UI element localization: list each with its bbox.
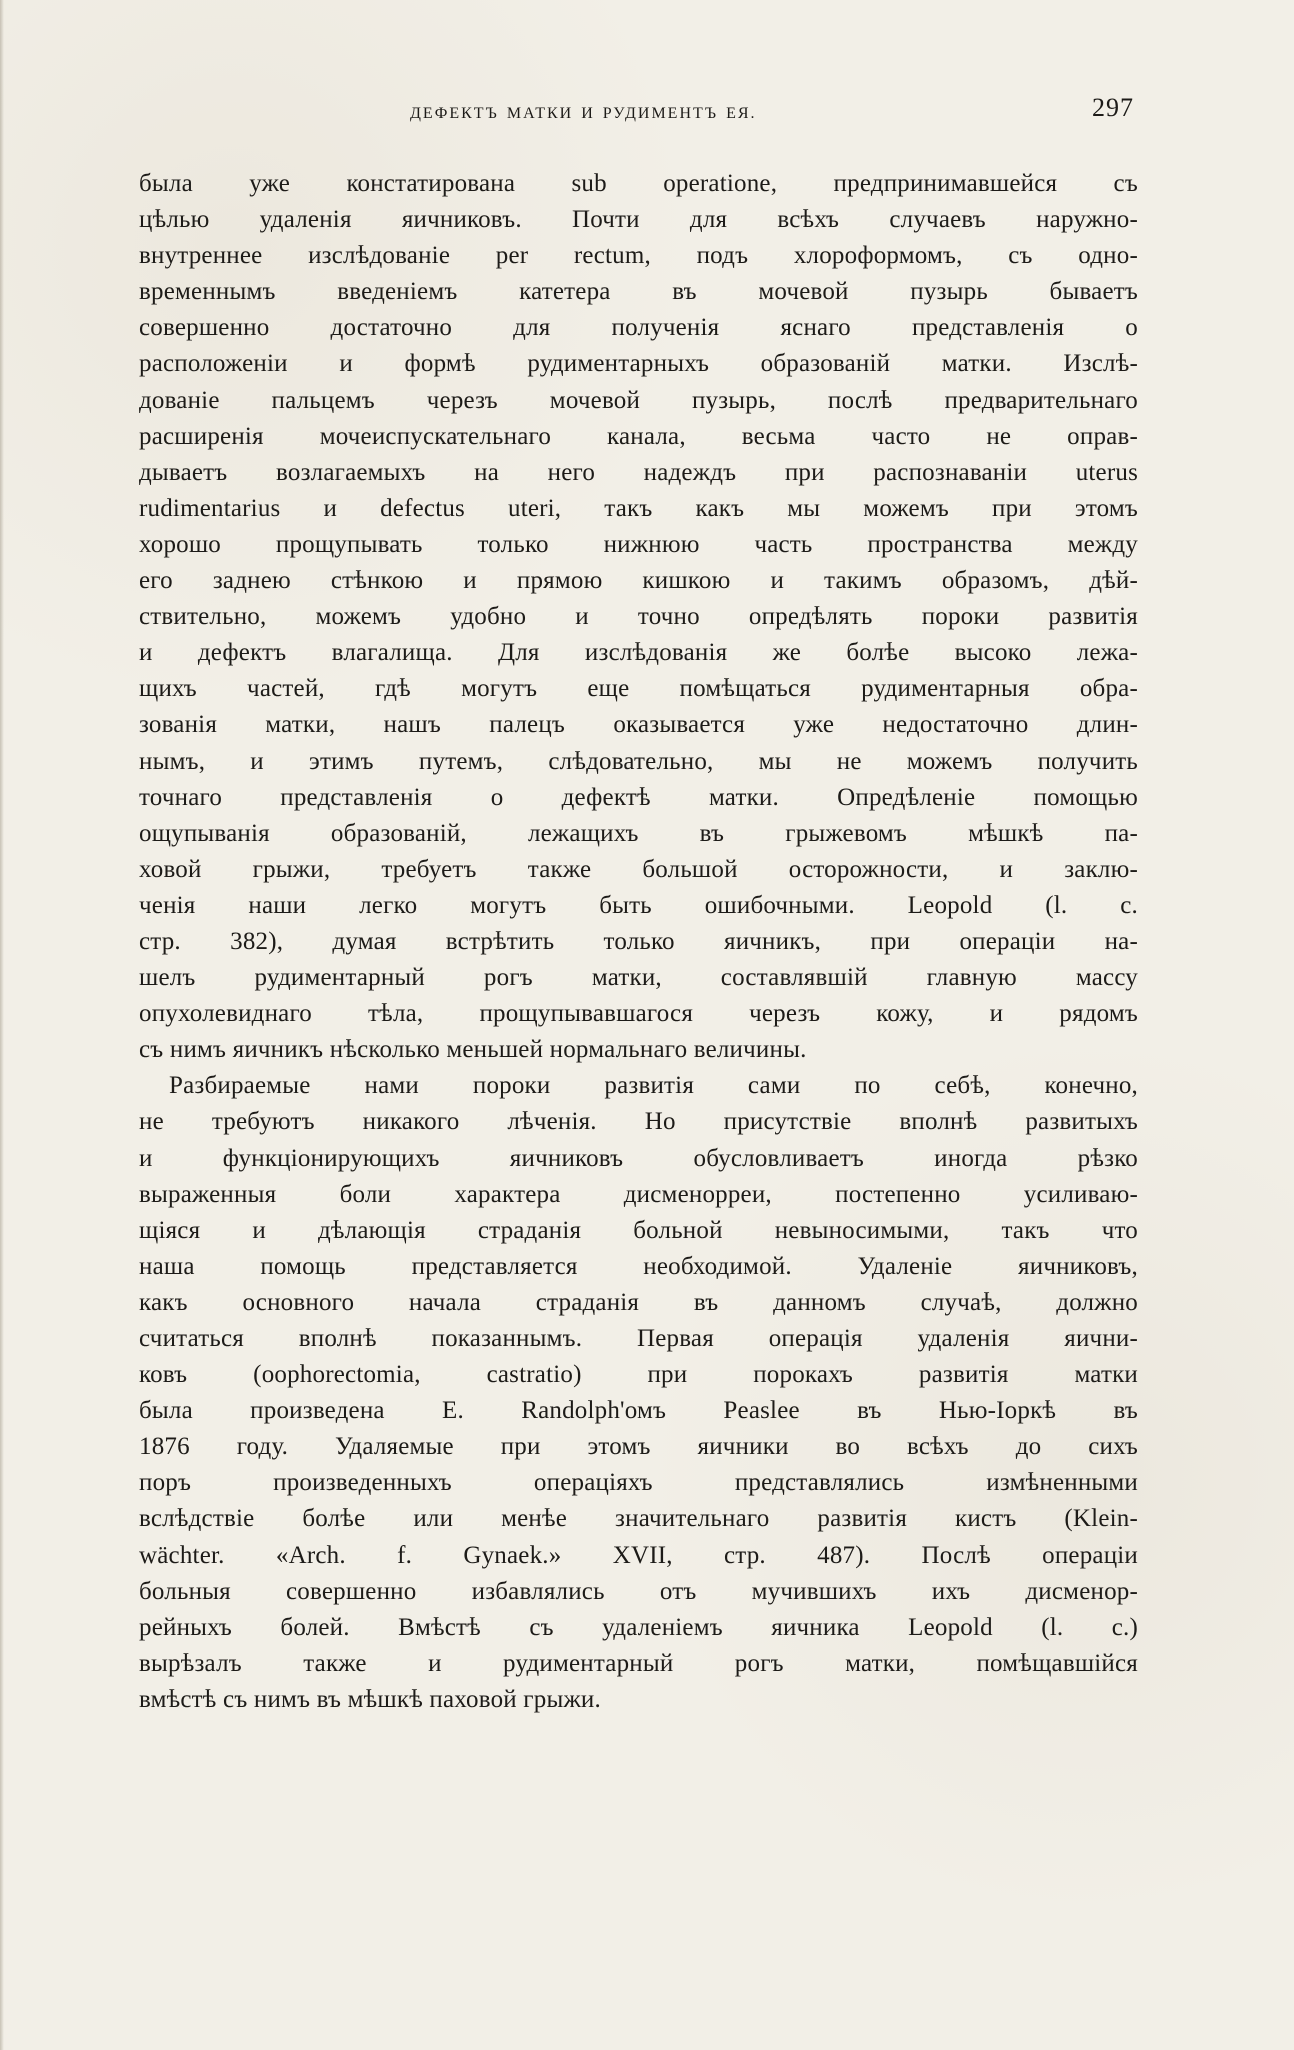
page-header bbox=[140, 93, 1140, 133]
text-line: и дефектъ влагалища. Для изслѣдованія же болѣе высоко лежа- bbox=[139, 639, 1138, 667]
text-line: совершенно достаточно для полученія яснаго представленія о bbox=[139, 314, 1138, 342]
paragraph-2 bbox=[139, 1068, 1138, 1718]
text-line: цѣлью удаленія яичниковъ. Почти для всѣхъ случаевъ наружно- bbox=[139, 206, 1138, 234]
text-line: наша помощь представляется необходимой. Удаленіе яичниковъ, bbox=[139, 1252, 1138, 1280]
text-line: зованія матки, нашъ палецъ оказывается уже недостаточно длин- bbox=[139, 711, 1138, 739]
text-line: расширенія мочеиспускательнаго канала, весьма часто не оправ- bbox=[139, 422, 1138, 450]
text-line: щихъ частей, гдѣ могутъ еще помѣщаться рудиментарныя обра- bbox=[139, 675, 1138, 703]
text-line: рейныхъ болей. Вмѣстѣ съ удаленіемъ яичника Leopold (l. c.) bbox=[139, 1613, 1138, 1641]
text-line: ствительно, можемъ удобно и точно опредѣлять пороки развитія bbox=[139, 603, 1138, 631]
page-edge-shadow bbox=[0, 0, 4, 2050]
text-line: ченія наши легко могутъ быть ошибочными. Leopold (l. c. bbox=[139, 891, 1138, 919]
text-line: Разбираемые нами пороки развитія сами по себѣ, конечно, bbox=[169, 1072, 1138, 1100]
text-line: дываетъ возлагаемыхъ на него надеждъ при распознаваніи uterus bbox=[139, 458, 1138, 486]
text-line: ковъ (oophorectomia, castratio) при порокахъ развитія матки bbox=[139, 1361, 1138, 1389]
text-line: wächter. «Arch. f. Gynaek.» XVII, стр. 487). Послѣ операціи bbox=[139, 1541, 1138, 1569]
text-line: внутреннее изслѣдованіе per rectum, подъ хлороформомъ, съ одно- bbox=[139, 242, 1138, 270]
text-line: шелъ рудиментарный рогъ матки, составлявшій главную массу bbox=[139, 964, 1138, 992]
text-line: какъ основного начала страданія въ данномъ случаѣ, должно bbox=[139, 1288, 1138, 1316]
text-line: ощупыванія образованій, лежащихъ въ грыжевомъ мѣшкѣ па- bbox=[139, 819, 1138, 847]
text-line: расположеніи и формѣ рудиментарныхъ образованій матки. Изслѣ- bbox=[139, 350, 1138, 378]
text-line: вырѣзалъ также и рудиментарный рогъ матки, помѣщавшійся bbox=[139, 1649, 1138, 1677]
page-number: 297 bbox=[1092, 93, 1134, 122]
text-line: стр. 382), думая встрѣтить только яичникъ, при операціи на- bbox=[139, 927, 1138, 955]
paragraph-1 bbox=[139, 166, 1138, 1068]
text-line: была уже констатирована sub operatione, предпринимавшейся съ bbox=[139, 170, 1138, 197]
text-line: не требуютъ никакого лѣченія. Но присутствіе вполнѣ развитыхъ bbox=[139, 1108, 1138, 1136]
text-line: поръ произведенныхъ операціяхъ представлялись измѣненными bbox=[139, 1469, 1138, 1497]
running-head: ДЕФЕКТЪ МАТКИ И РУДИМЕНТЪ ЕЯ. bbox=[410, 105, 757, 122]
text-line: временнымъ введеніемъ катетера въ мочевой пузырь бываетъ bbox=[139, 278, 1138, 306]
text-line: дованіе пальцемъ черезъ мочевой пузырь, послѣ предварительнаго bbox=[139, 386, 1138, 414]
text-line: rudimentarius и defectus uteri, такъ какъ мы можемъ при этомъ bbox=[139, 494, 1138, 522]
text-line: нымъ, и этимъ путемъ, слѣдовательно, мы не можемъ получить bbox=[139, 747, 1138, 775]
text-line: вслѣдствіе болѣе или менѣе значительнаго развитія кистъ (Klein- bbox=[139, 1505, 1138, 1533]
text-line: считаться вполнѣ показаннымъ. Первая операція удаленія яични- bbox=[139, 1325, 1138, 1352]
text-line: была произведена E. Randolph'омъ Peaslee въ Нью-Іоркѣ въ bbox=[139, 1397, 1138, 1425]
text-line: больныя совершенно избавлялись отъ мучившихъ ихъ дисменор- bbox=[139, 1577, 1138, 1605]
text-line: 1876 году. Удаляемые при этомъ яичники во всѣхъ до сихъ bbox=[139, 1433, 1138, 1461]
text-line: щіяся и дѣлающія страданія больной невыносимыми, такъ что bbox=[139, 1216, 1138, 1244]
text-line: выраженныя боли характера дисменорреи, постепенно усиливаю- bbox=[139, 1180, 1138, 1208]
page-content bbox=[139, 166, 1138, 1718]
text-line: и функціонирующихъ яичниковъ обусловливаетъ иногда рѣзко bbox=[139, 1144, 1138, 1172]
text-line: точнаго представленія о дефектѣ матки. Опредѣленіе помощью bbox=[139, 783, 1138, 811]
text-line: ховой грыжи, требуетъ также большой осторожности, и заклю- bbox=[139, 855, 1138, 883]
text-line: вмѣстѣ съ нимъ въ мѣшкѣ паховой грыжи. bbox=[139, 1685, 601, 1713]
text-line: его заднею стѣнкою и прямою кишкою и такимъ образомъ, дѣй- bbox=[139, 567, 1138, 595]
text-line: опухолевиднаго тѣла, прощупывавшагося черезъ кожу, и рядомъ bbox=[139, 1000, 1138, 1028]
text-line: хорошо прощупывать только нижнюю часть пространства между bbox=[139, 530, 1138, 558]
text-line: съ нимъ яичникъ нѣсколько меньшей нормальнаго величины. bbox=[139, 1036, 807, 1064]
